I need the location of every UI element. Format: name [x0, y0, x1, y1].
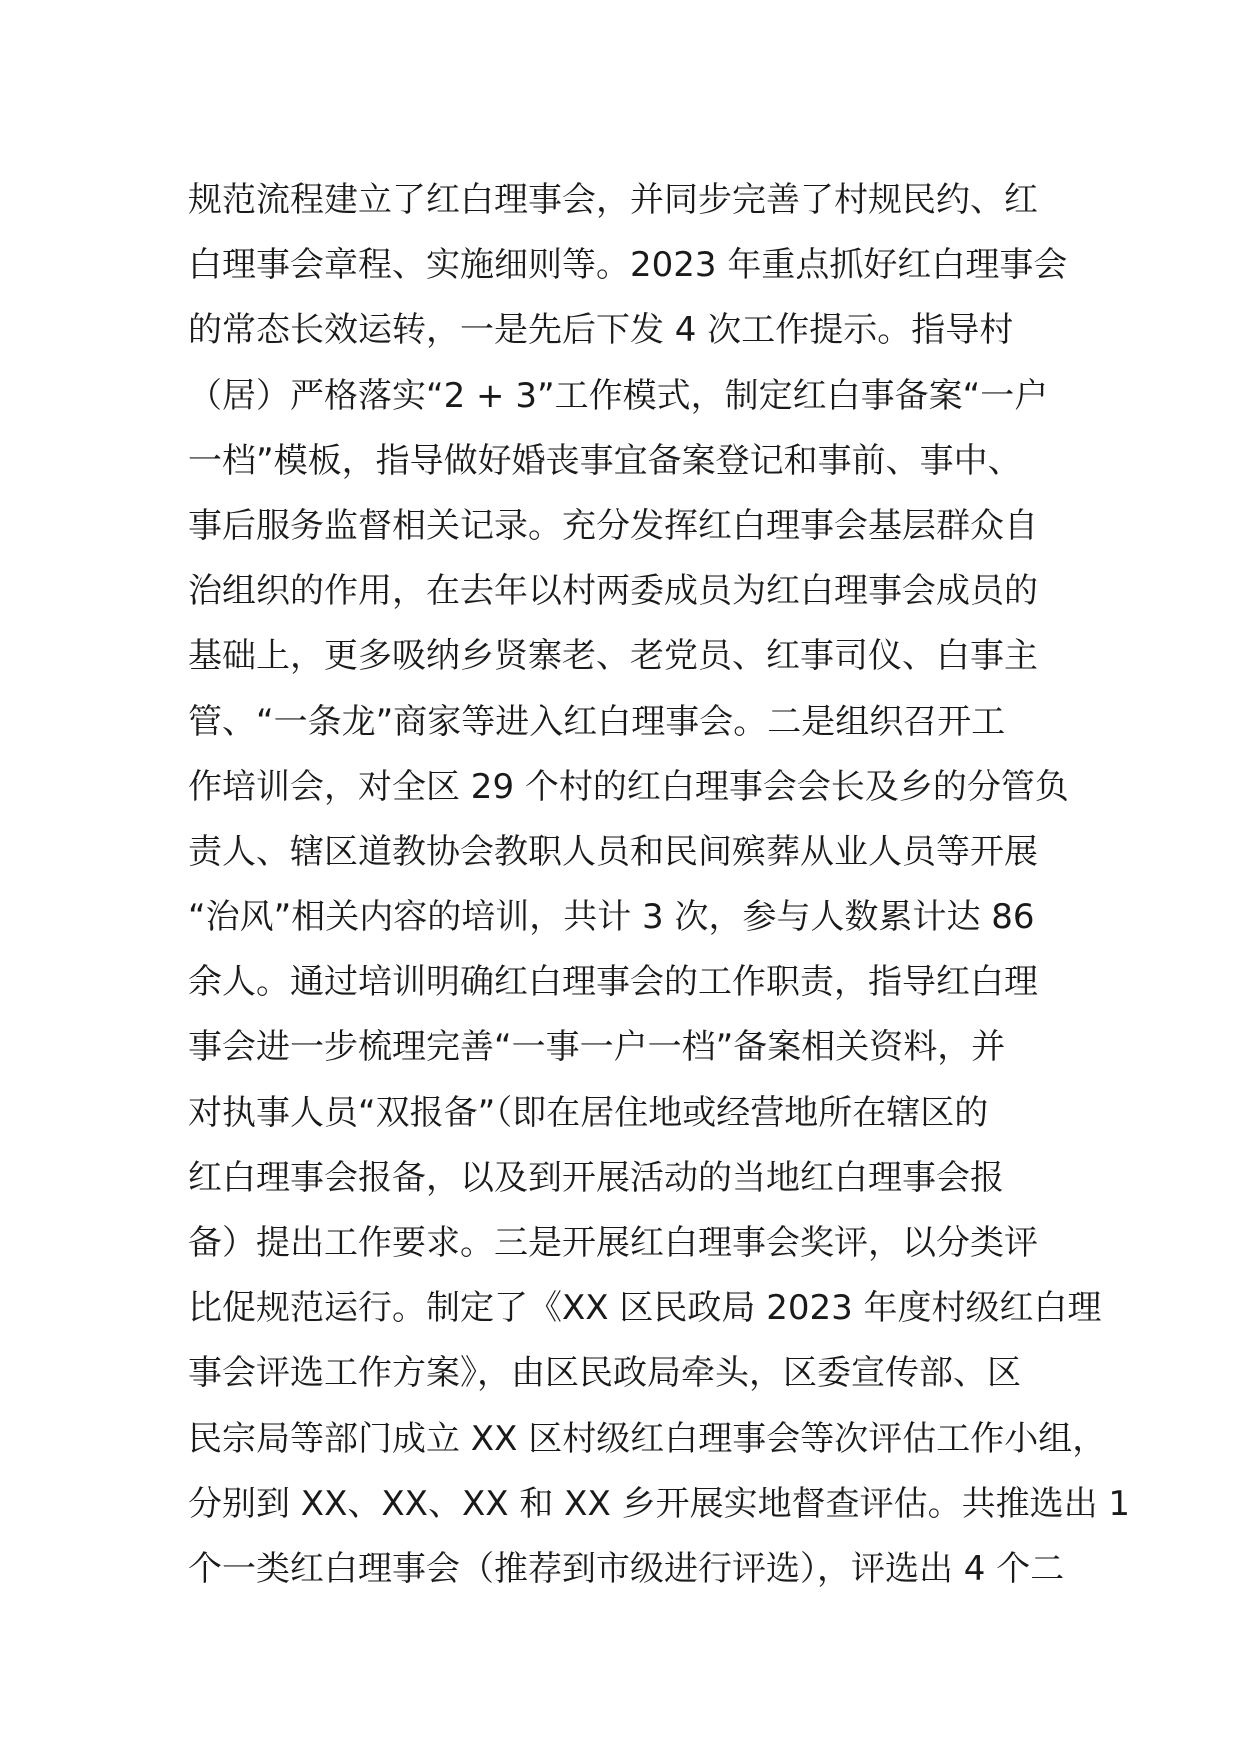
text-line: 分别到 XX、XX、XX 和 XX 乡开展实地督查评估。共推选出 1: [188, 1483, 1131, 1524]
text-line: 基础上，更多吸纳乡贤寨老、老党员、红事司仪、白事主: [188, 636, 1038, 677]
text-line: 民宗局等部门成立 XX 区村级红白理事会等次评估工作小组，: [188, 1418, 1107, 1459]
body-paragraph: [188, 168, 1131, 1602]
text-line: 一档”模板，指导做好婚丧事宜备案登记和事前、事中、: [188, 440, 1022, 481]
text-line: 作培训会，对全区 29 个村的红白理事会会长及乡的分管负: [188, 766, 1069, 807]
text-line: 责人、辖区道教协会教职人员和民间殡葬从业人员等开展: [188, 831, 1038, 872]
text-line: 的常态长效运转，一是先后下发 4 次工作提示。指导村: [188, 310, 1014, 351]
text-line: 事后服务监督相关记录。充分发挥红白理事会基层群众自: [188, 505, 1038, 546]
text-line: 规范流程建立了红白理事会，并同步完善了村规民约、红: [188, 180, 1038, 220]
text-line: 管、“一条龙”商家等进入红白理事会。二是组织召开工: [188, 701, 1006, 742]
text-line: 个一类红白理事会（推荐到市级进行评选），评选出 4 个二: [188, 1548, 1065, 1589]
text-line: “治风”相关内容的培训，共计 3 次，参与人数累计达 86: [188, 897, 1035, 938]
text-line: 余人。通过培训明确红白理事会的工作职责，指导红白理: [188, 962, 1038, 1003]
text-line: 事会评选工作方案》，由区民政局牵头，区委宣传部、区: [188, 1353, 1021, 1394]
text-line: 比促规范运行。制定了《XX 区民政局 2023 年度村级红白理: [188, 1288, 1102, 1329]
text-line: 治组织的作用，在去年以村两委成员为红白理事会成员的: [188, 571, 1038, 612]
text-line: 事会进一步梳理完善“一事一户一档”备案相关资料，并: [188, 1027, 1006, 1068]
text-line: （居）严格落实“2 + 3”工作模式，制定红白事备案“一户: [188, 375, 1049, 416]
text-line: 对执事人员“双报备”（即在居住地或经营地所在辖区的: [188, 1092, 989, 1133]
text-line: 白理事会章程、实施细则等。2023 年重点抓好红白理事会: [188, 245, 1068, 286]
text-line: 红白理事会报备，以及到开展活动的当地红白理事会报: [188, 1157, 1004, 1198]
text-line: 备）提出工作要求。三是开展红白理事会奖评，以分类评: [188, 1223, 1038, 1263]
